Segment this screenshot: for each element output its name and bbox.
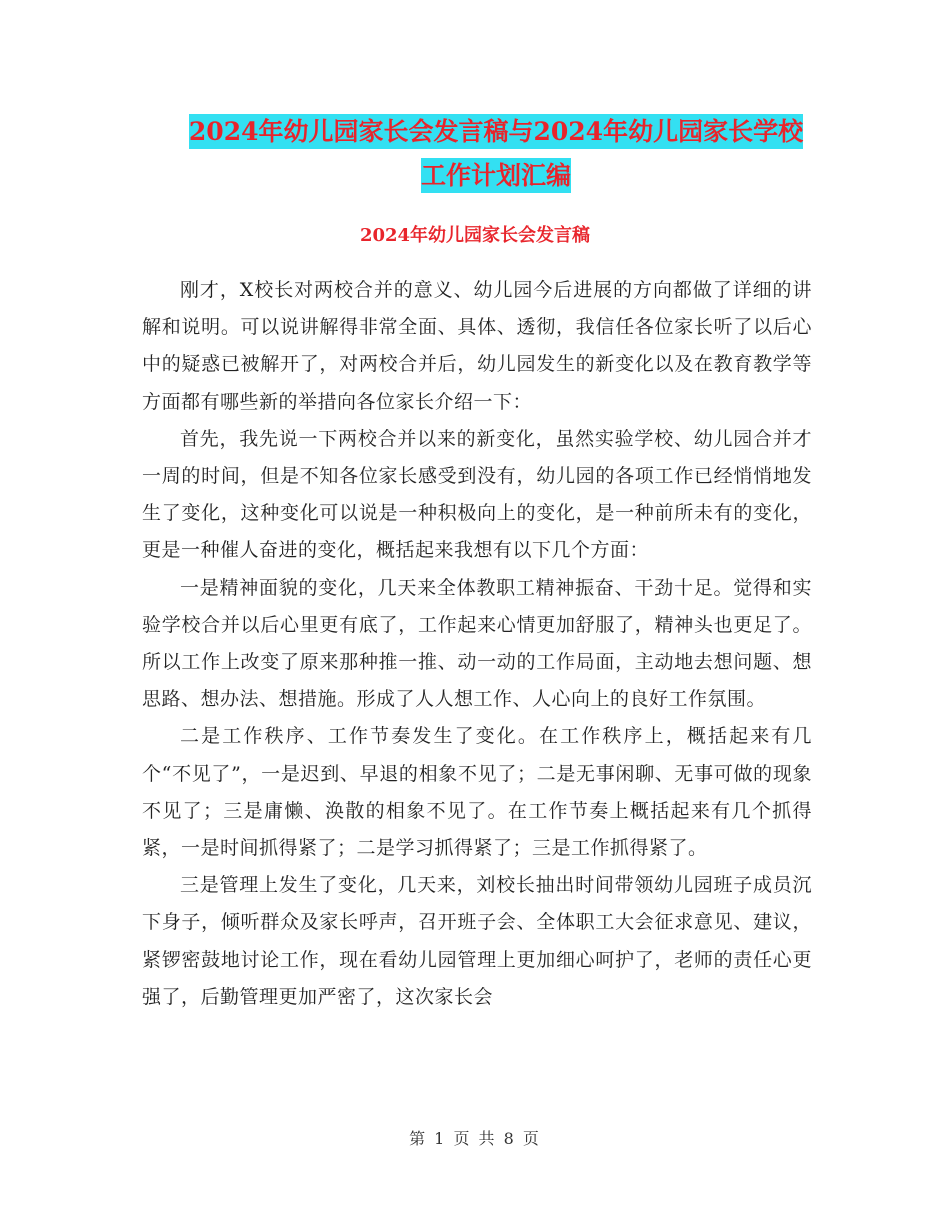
document-title-line-2 [140, 154, 852, 198]
document-title [140, 110, 852, 198]
paragraph-4: 二是工作秩序、工作节奏发生了变化。在工作秩序上，概括起来有几个“不见了”，一是迟到、早退的相象不见了；二是无事闲聊、无事可做的现象不见了；三是庸懒、涣散的相象不见了。在工作节奏上概括起来有几个抓得紧，一是时间抓得紧了；二是学习抓得紧了；三是工作抓得紧了。 [142, 725, 812, 860]
title-line-1-text: 2024年幼儿园家长会发言稿与2024年幼儿园家长学校 [189, 114, 803, 149]
section-title: 2024年幼儿园家长会发言稿 [359, 225, 591, 246]
paragraph-1: 刚才，X校长对两校合并的意义、幼儿园今后进展的方向都做了详细的讲解和说明。可以说讲解得非常全面、具体、透彻，我信任各位家长听了以后心中的疑惑已被解开了，对两校合并后，幼儿园发生的新变化以及在教育教学等方面都有哪些新的举措向各位家长介绍一下： [142, 279, 812, 413]
document-title-line-1 [140, 110, 852, 154]
paragraph-5: 三是管理上发生了变化，几天来，刘校长抽出时间带领幼儿园班子成员沉下身子，倾听群众及家长呼声，召开班子会、全体职工大会征求意见、建议，紧锣密鼓地讨论工作，现在看幼儿园管理上更加细心呵护了，老师的责任心更强了，后勤管理更加严密了，这次家长会 [142, 874, 812, 1008]
paragraph-3: 一是精神面貌的变化，几天来全体教职工精神振奋、干劲十足。觉得和实验学校合并以后心里更有底了，工作起来心情更加舒服了，精神头也更足了。所以工作上改变了原来那种推一推、动一动的工作局面，主动地去想问题、想思路、想办法、想措施。形成了人人想工作、人心向上的良好工作氛围。 [142, 576, 812, 711]
page-footer: 第 1 页 共 8 页 [409, 1129, 541, 1148]
title-line-2-text: 工作计划汇编 [421, 158, 571, 193]
paragraph-2: 首先，我先说一下两校合并以来的新变化，虽然实验学校、幼儿园合并才一周的时间，但是不知各位家长感受到没有，幼儿园的各项工作已经悄悄地发生了变化，这种变化可以说是一种积极向上的变化，是一种前所未有的变化，更是一种催人奋进的变化，概括起来我想有以下几个方面： [142, 427, 812, 562]
document-body [142, 272, 812, 1016]
